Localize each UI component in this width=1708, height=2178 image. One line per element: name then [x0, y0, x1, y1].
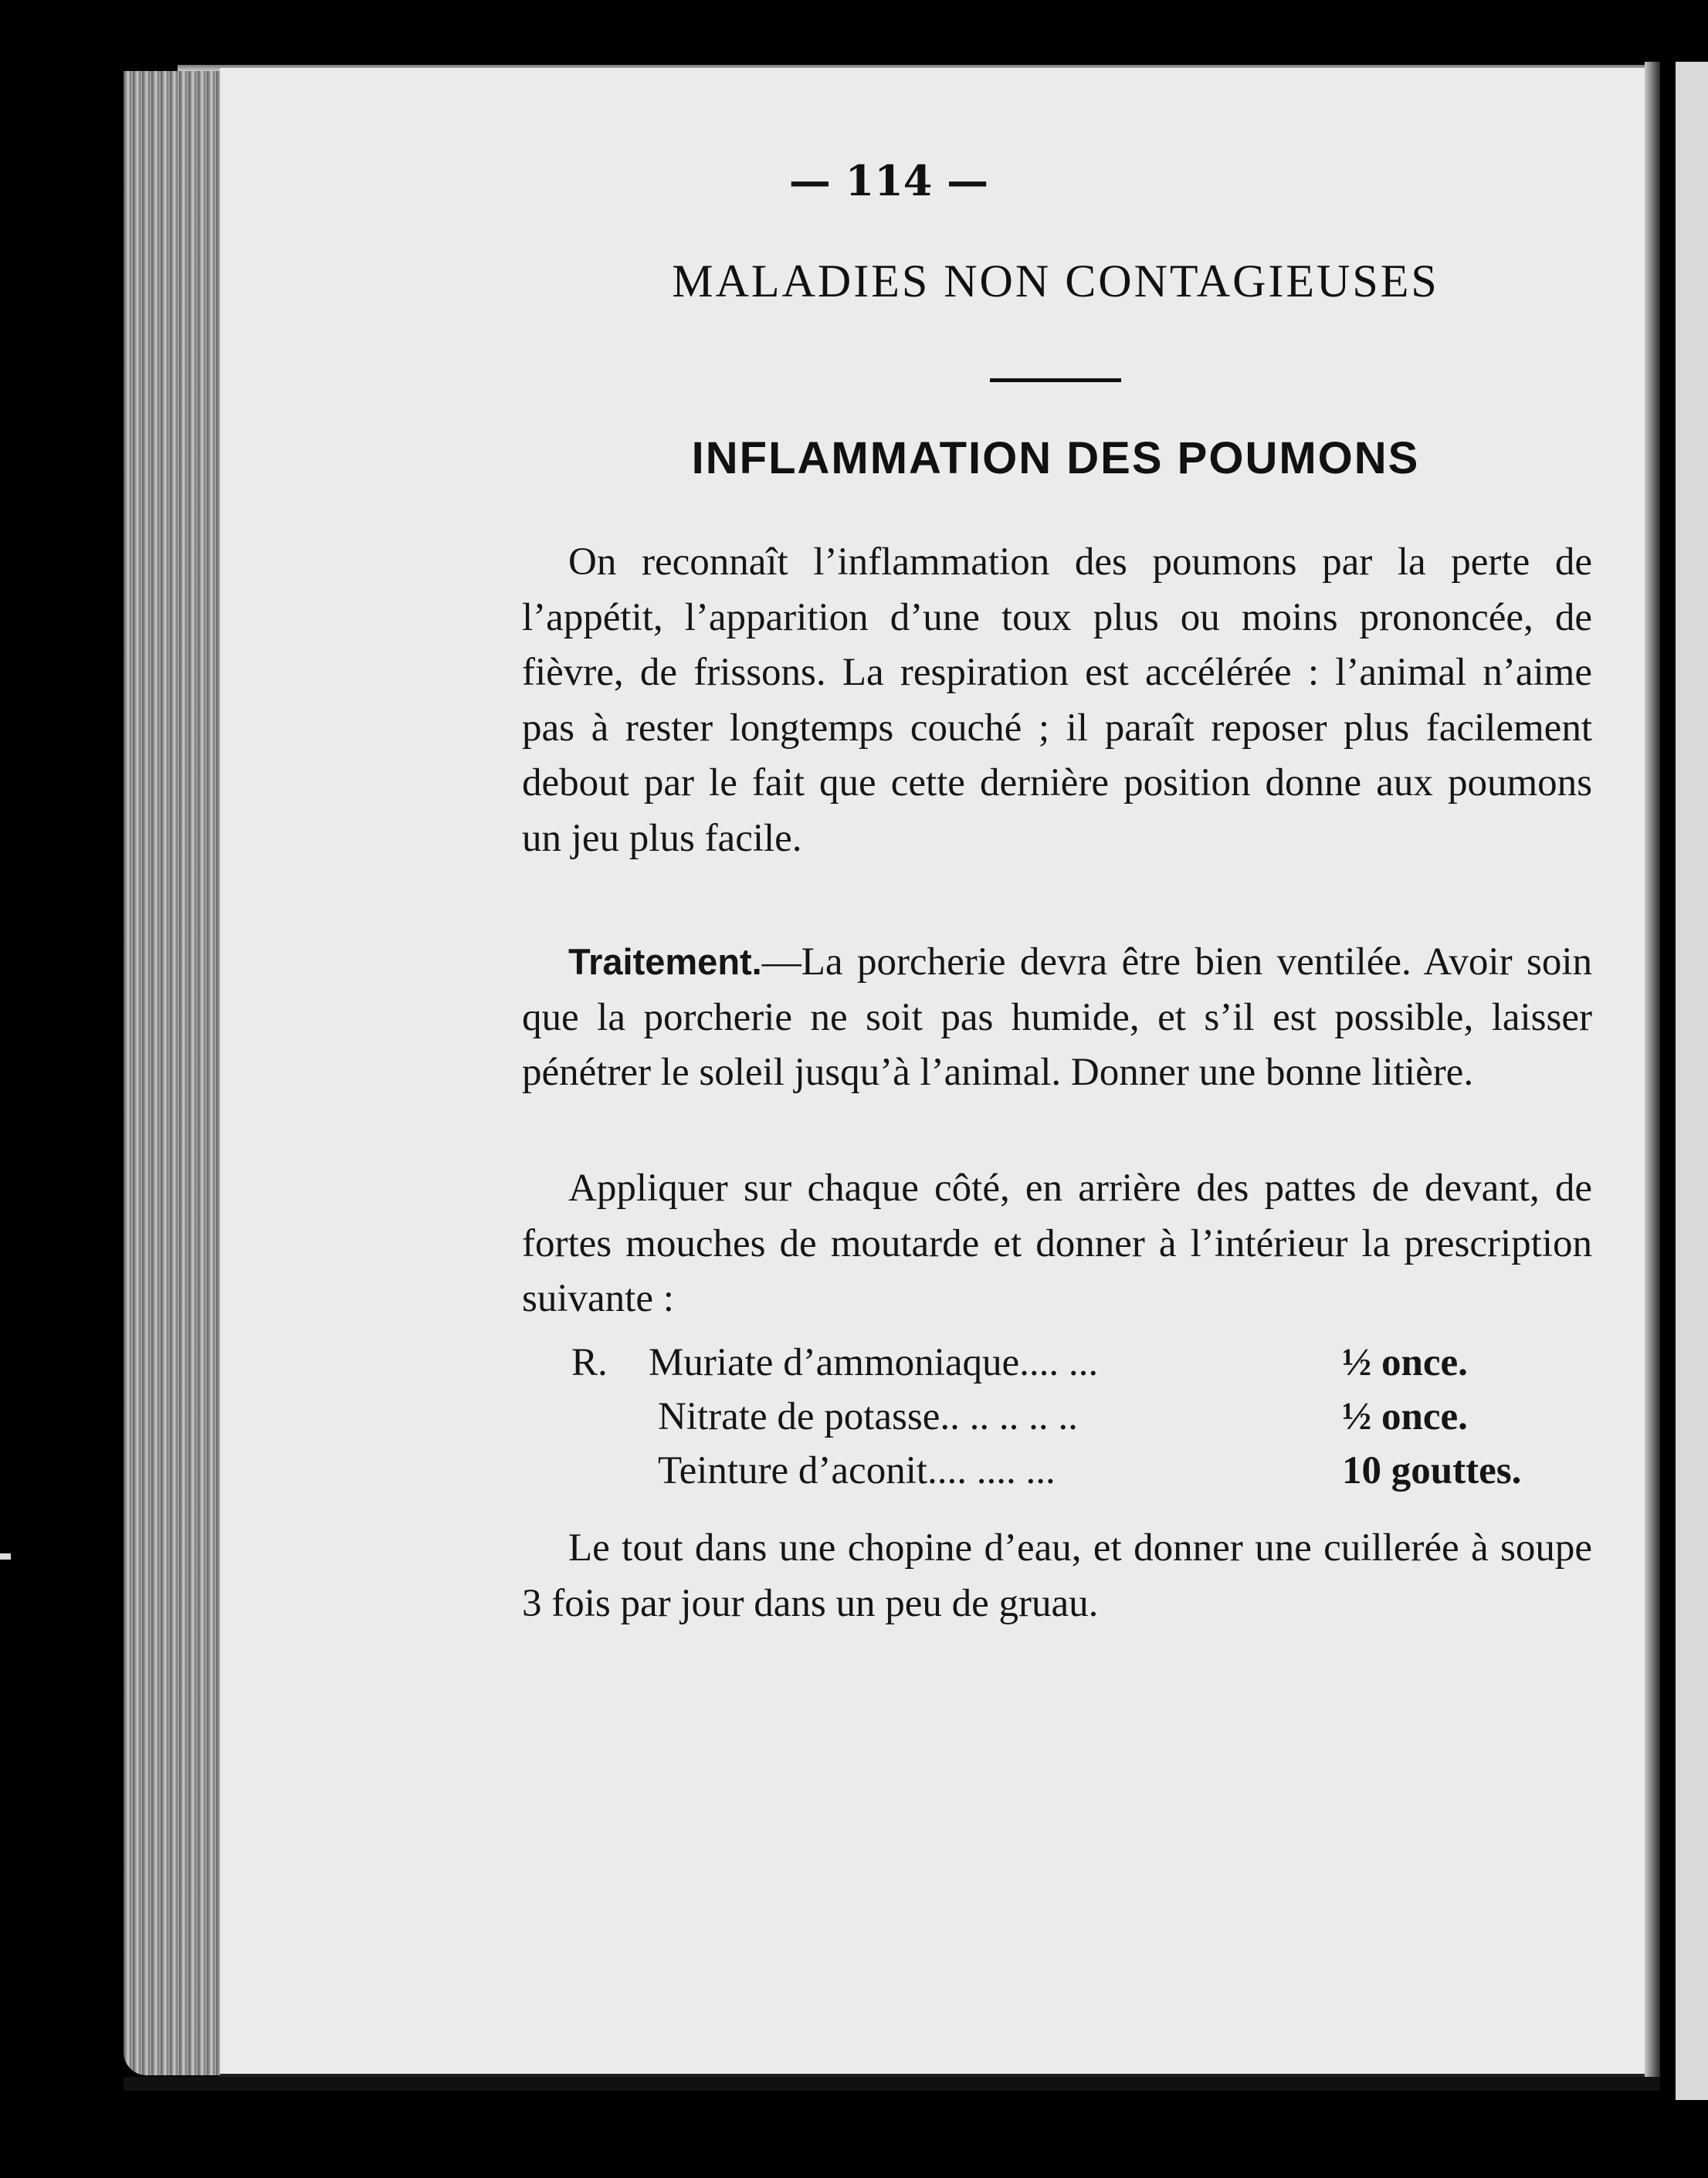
book-page-edges: [124, 71, 224, 2075]
section-rule: [990, 378, 1121, 382]
prescription-item: Nitrate de potasse.. .. .. .. ..: [658, 1395, 1078, 1438]
paragraph-treatment: [522, 934, 1592, 1101]
prescription: [571, 1340, 1598, 1502]
section-title: INFLAMMATION DES POUMONS: [691, 433, 1420, 483]
prescription-row: [571, 1394, 1598, 1448]
prescription-dose: ½ once.: [1342, 1395, 1468, 1438]
treatment-text: —La porcherie devra être bien ventilée. Avoir soin que la porcherie ne soit pas humide, et s’il est possible, laisser pénétrer le soleil jusqu’à l’animal. Donner une bonne litière.: [522, 940, 1592, 1094]
scan-margin-mark: [0, 1553, 11, 1560]
facing-page-strip: [1676, 62, 1708, 2100]
paragraph-dosage: Le tout dans une chopine d’eau, et donner une cuillerée à soupe 3 fois par jour dans un peu de gruau.: [522, 1526, 1592, 1625]
paragraph-application: Appliquer sur chaque côté, en arrière des pattes de devant, de fortes mouches de moutarde et donner à l’intérieur la prescription suivante :: [522, 1167, 1592, 1320]
treatment-lead: Traitement.: [568, 941, 762, 982]
prescription-dose: 10 gouttes.: [1342, 1449, 1522, 1492]
prescription-prefix: R.: [571, 1341, 608, 1384]
prescription-item: Teinture d’aconit.... .... ...: [658, 1449, 1056, 1492]
prescription-row: [571, 1448, 1598, 1502]
prescription-row: [571, 1340, 1598, 1394]
prescription-dose: ½ once.: [1342, 1341, 1468, 1384]
paragraph-symptoms: On reconnaît l’inflammation des poumons par la perte de l’appétit, l’apparition d’une toux plus ou moins prononcée, de fièvre, de frissons. La respiration est accélérée : l’animal n’aime pas à rester longtemps couché ; il paraît reposer plus facilement debout par le fait que cette dernière position donne aux poumons un jeu plus facile.: [522, 540, 1592, 860]
running-head: MALADIES NON CONTAGIEUSES: [672, 256, 1439, 307]
prescription-item: Muriate d’ammoniaque.... ...: [649, 1341, 1099, 1384]
page-number: — 114 —: [788, 156, 989, 205]
gutter-shadow: [1645, 62, 1660, 2077]
page-bottom-edge: [124, 2077, 1660, 2091]
